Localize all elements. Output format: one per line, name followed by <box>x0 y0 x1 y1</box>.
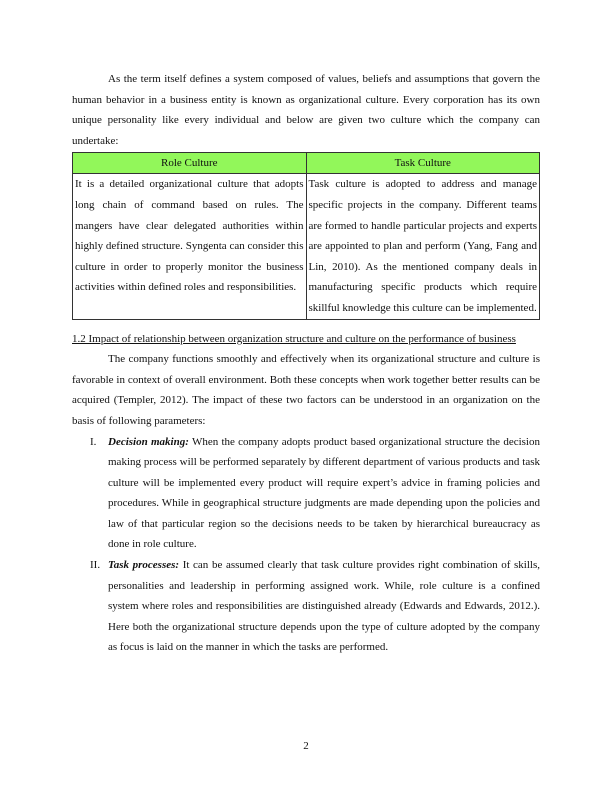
section-heading: 1.2 Impact of relationship between organization structure and culture on the performance of business <box>72 332 516 345</box>
page-content <box>72 69 540 658</box>
role-culture-header: Role Culture <box>73 153 307 174</box>
list-item-text: When the company adopts product based organizational structure the decision making process will be performed separately by different department of various products and task culture will be implemented every product will require expert’s advice in framing policies and procedures. While in geographical structure judgments are made depending upon the policies and law of that particular region so the decisions needs to be taken by hierarchical bureaucracy as done in role culture. <box>108 435 540 551</box>
culture-table <box>72 152 540 319</box>
page-number: 2 <box>303 740 309 752</box>
list-item-term: Decision making: <box>108 435 189 448</box>
task-culture-header: Task Culture <box>306 153 540 174</box>
table-header-row <box>73 153 540 174</box>
list-item <box>72 432 540 556</box>
section-paragraph: The company functions smoothly and effectively when its organizational structure and culture is favorable in context of overall environment. Both these concepts when work together better results can be acquired (Templer, 2012). The impact of these two factors can be understood in an organization on the basis of following parameters: <box>72 353 540 427</box>
list-item <box>72 555 540 658</box>
intro-paragraph: As the term itself defines a system composed of values, beliefs and assumptions that govern the human behavior in a business entity is known as organizational culture. Every corporation has its own unique personality like every individual and below are given two culture which the company can undertake: <box>72 73 540 147</box>
task-culture-cell: Task culture is adopted to address and manage specific projects in the company. Different teams are formed to handle particular projects and experts are appointed to plan and perform (Yang, Fang and Lin, 2010). As the mentioned company deals in manufacturing specific products which require skillful knowledge this culture can be implemented. <box>306 174 540 319</box>
table-row <box>73 174 540 319</box>
list-item-term: Task processes: <box>108 559 180 572</box>
list-item-text: It can be assumed clearly that task culture provides right combination of skills, personalities and leadership in performing assigned work. While, role culture is a confined system where roles and responsibilities are distinguished already (Edwards and Edwards, 2012.). Here both the organizational structure depends upon the type of culture adopted by the company as focus is laid on the manner in which the tasks are performed. <box>108 559 540 654</box>
parameter-list <box>72 432 540 659</box>
role-culture-cell: It is a detailed organizational culture that adopts long chain of command based on rules. The mangers have clear delegated authorities within highly defined structure. Syngenta can consider this culture in order to properly monitor the business activities within defined roles and responsibilities. <box>73 174 307 319</box>
list-marker: I. <box>90 435 97 448</box>
list-marker: II. <box>90 559 101 572</box>
